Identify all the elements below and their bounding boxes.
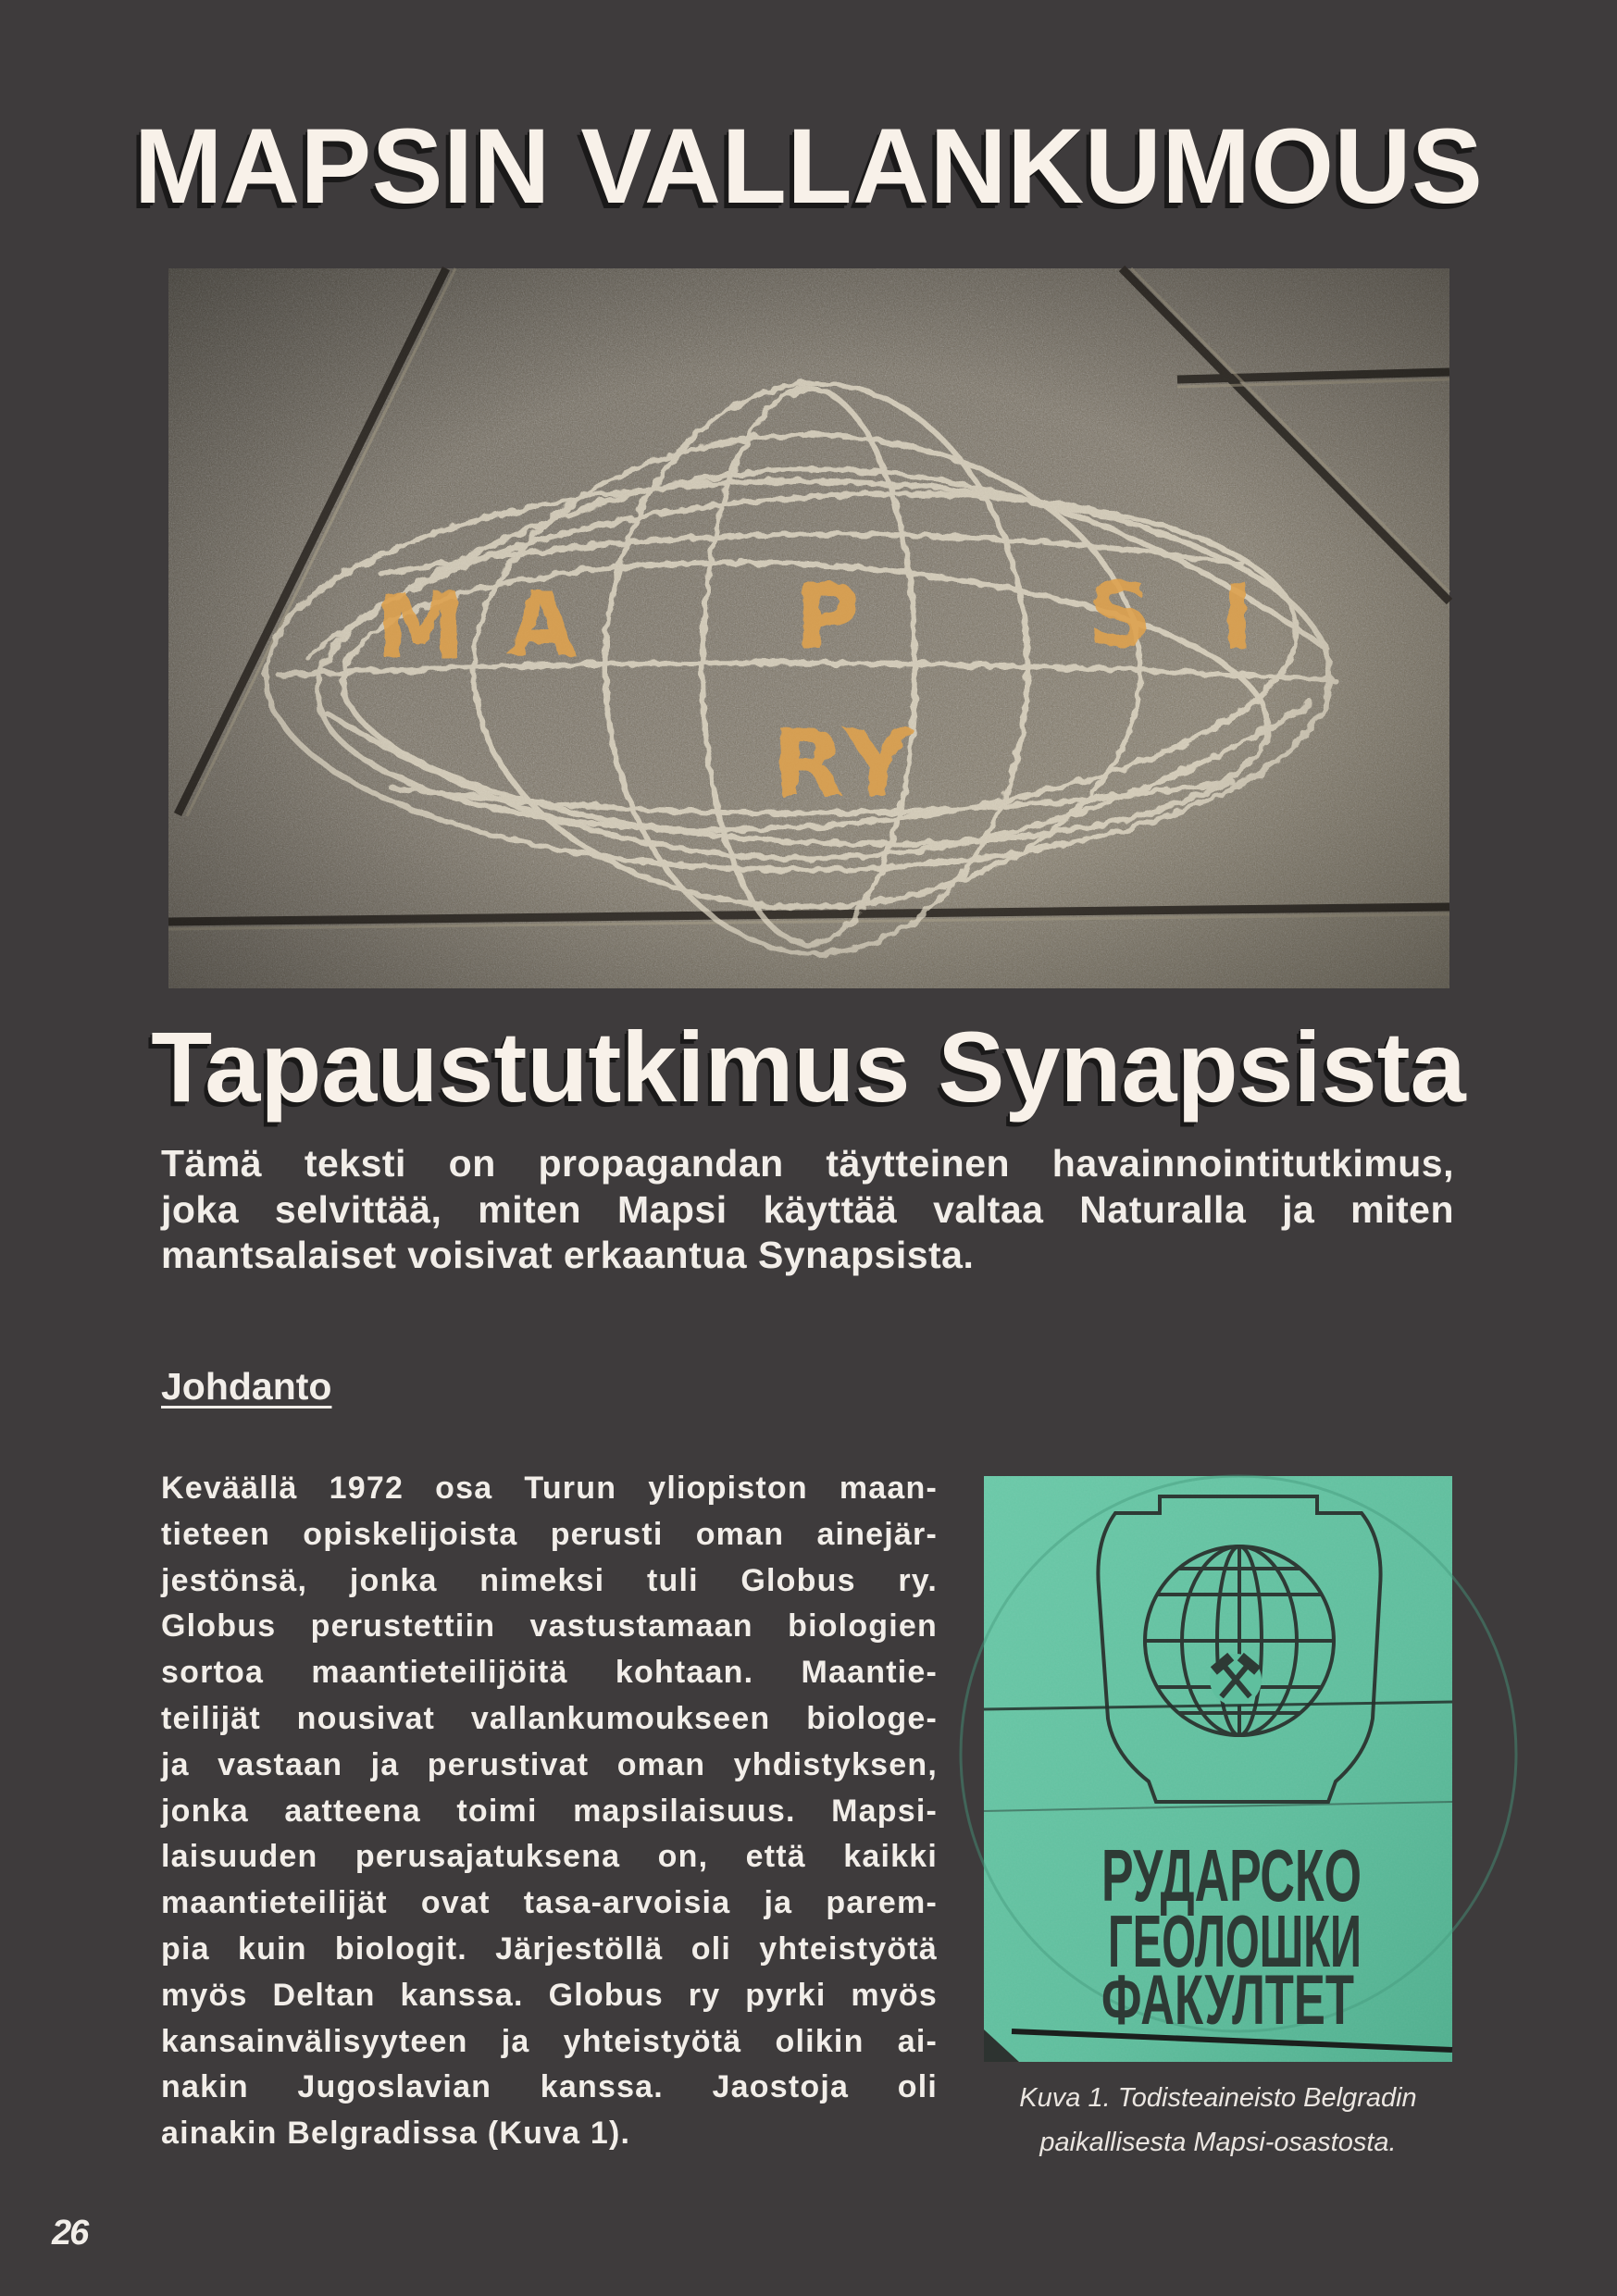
body-line: Globus perustettiin vastustamaan biologien	[161, 1608, 938, 1644]
intro-line: Tämä teksti on propagandan täytteinen havainnointitutkimus,	[161, 1142, 1454, 1185]
banner-text-line: ГЕОЛОШКИ	[1108, 1900, 1362, 1982]
body-line: jestönsä, jonka nimeksi tuli Globus ry.	[161, 1562, 938, 1598]
body-line: ainakin Belgradissa (Kuva 1).	[161, 2116, 631, 2152]
article-title: MAPSIN VALLANKUMOUS	[133, 107, 1484, 226]
chalk-logo-illustration	[168, 268, 1449, 988]
caption-line: paikallisesta Mapsi-osastosta.	[1039, 2128, 1397, 2157]
chalk-logo-photo	[168, 268, 1449, 988]
body-line: sortoa maantieteilijöitä kohtaan. Maantie-	[161, 1655, 938, 1691]
body-line: myös Deltan kanssa. Globus ry pyrki myös	[161, 1977, 938, 2013]
body-line: nakin Jugoslavian kanssa. Jaostoja oli	[161, 2069, 938, 2105]
intro-line: joka selvittää, miten Mapsi käyttää valtaa Naturalla ja miten	[161, 1187, 1454, 1231]
body-line: Keväällä 1972 osa Turun yliopiston maan-	[161, 1471, 938, 1506]
intro-paragraph	[161, 1141, 1454, 1279]
body-line: laisuuden perusajatuksena on, että kaikki	[161, 1839, 938, 1875]
body-line: ja vastaan ja perustivat oman yhdistyksen,	[161, 1746, 938, 1782]
article-subtitle: Tapaustutkimus Synapsista	[151, 1011, 1466, 1123]
faculty-banner-illustration	[984, 1476, 1452, 2062]
banner-text-line: РУДАРСКО	[1101, 1834, 1362, 1917]
body-line: kansainvälisyyteen ja yhteistyötä olikin ai-	[161, 2023, 938, 2059]
evidence-photo	[984, 1476, 1452, 2062]
section-heading: Johdanto	[161, 1365, 332, 1408]
body-line: teilijät nousivat vallankumoukseen biologe-	[161, 1700, 938, 1736]
body-line: maantieteilijät ovat tasa-arvoisia ja parem-	[161, 1885, 938, 1921]
page-number: 26	[52, 2214, 88, 2253]
intro-line: mantsalaiset voisivat erkaantua Synapsista.	[161, 1234, 975, 1276]
caption-line: Kuva 1. Todisteaineisto Belgradin	[1019, 2083, 1417, 2113]
body-line: tieteen opiskelijoista perusti oman ainejär-	[161, 1516, 938, 1552]
figure-caption	[940, 2076, 1496, 2165]
body-line: pia kuin biologit. Järjestöllä oli yhteistyötä	[161, 1930, 938, 1967]
body-line: jonka aatteena toimi mapsilaisuus. Mapsi-	[161, 1793, 938, 1829]
banner-text-line: ФАКУЛТЕТ	[1101, 1961, 1354, 2040]
body-paragraph	[161, 1466, 938, 2157]
